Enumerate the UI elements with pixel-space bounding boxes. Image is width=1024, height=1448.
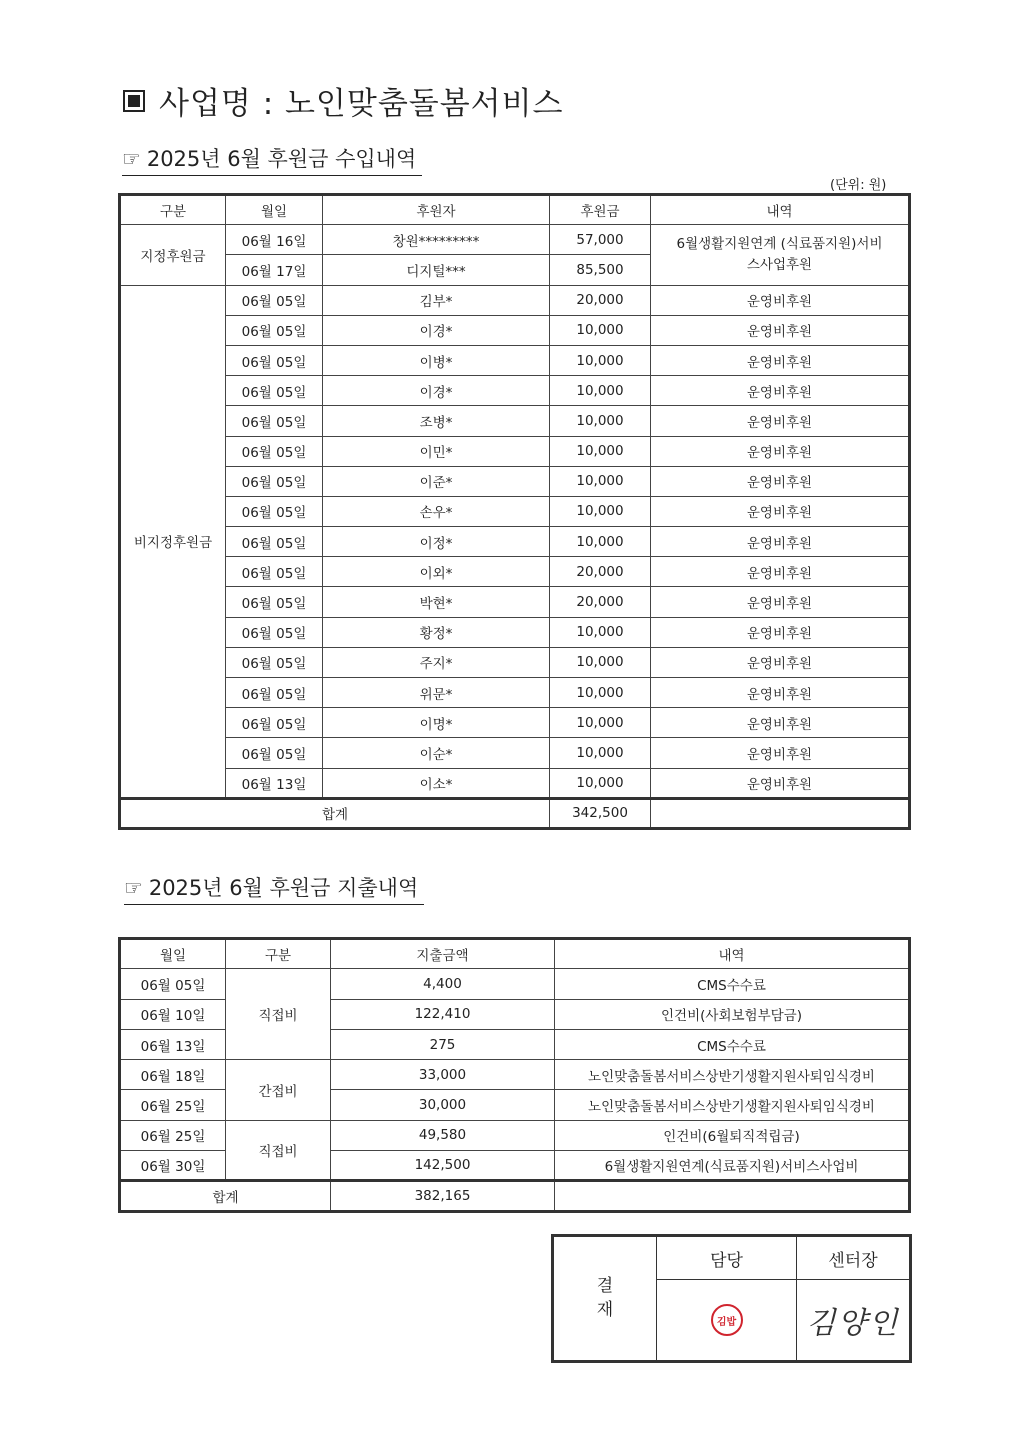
amount-cell: 10,000 [550,406,651,436]
date-cell: 06월 13일 [120,1029,226,1059]
date-cell: 06월 30일 [120,1151,226,1181]
table-row [120,466,910,496]
detail-cell: 운영비후원 [651,466,910,496]
amount-cell: 20,000 [550,587,651,617]
amount-cell: 57,000 [550,225,651,255]
seal-stamp-icon: 김밥 [711,1304,743,1336]
date-cell: 06월 05일 [226,587,323,617]
table-row [120,678,910,708]
total-amount: 342,500 [550,798,651,828]
donor-cell: 손우* [323,496,550,526]
date-cell: 06월 05일 [226,436,323,466]
table-row [120,315,910,345]
amount-cell: 10,000 [550,738,651,768]
donor-cell: 위문* [323,678,550,708]
column-header: 후원금 [550,195,651,225]
amount-cell: 33,000 [331,1060,555,1090]
amount-cell: 49,580 [331,1120,555,1150]
square-bullet-icon [123,90,145,112]
table-row [120,587,910,617]
table-row [120,738,910,768]
table-row [120,1060,910,1090]
income-table [118,193,911,830]
donor-cell: 이민* [323,436,550,466]
amount-cell: 10,000 [550,496,651,526]
detail-cell: 운영비후원 [651,527,910,557]
amount-cell: 10,000 [550,527,651,557]
donor-cell: 이정* [323,527,550,557]
detail-cell: 운영비후원 [651,315,910,345]
table-row [120,969,910,999]
date-cell: 06월 18일 [120,1060,226,1090]
director-header: 센터장 [797,1236,911,1280]
detail-cell: 인건비(사회보험부담금) [555,999,910,1029]
date-cell: 06월 05일 [226,678,323,708]
detail-cell: 운영비후원 [651,496,910,526]
detail-cell: 운영비후원 [651,617,910,647]
income-section-heading: ☞ 2025년 6월 후원금 수입내역 [122,143,422,176]
approval-box [551,1234,912,1363]
handwritten-signature: 김양인 [806,1306,900,1341]
date-cell: 06월 05일 [226,647,323,677]
amount-cell: 122,410 [331,999,555,1029]
date-cell: 06월 05일 [120,969,226,999]
donor-cell: 박현* [323,587,550,617]
date-cell: 06월 10일 [120,999,226,1029]
total-label: 합계 [120,1181,331,1211]
table-row [120,617,910,647]
donor-cell: 이외* [323,557,550,587]
donor-cell: 이순* [323,738,550,768]
donor-cell: 주지* [323,647,550,677]
total-amount: 382,165 [331,1181,555,1211]
date-cell: 06월 16일 [226,225,323,255]
table-row [120,527,910,557]
amount-cell: 142,500 [331,1151,555,1181]
amount-cell: 20,000 [550,285,651,315]
table-row [120,345,910,375]
amount-cell: 275 [331,1029,555,1059]
amount-cell: 4,400 [331,969,555,999]
amount-cell: 10,000 [550,678,651,708]
total-label: 합계 [120,798,550,828]
unit-label: (단위: 원) [830,178,887,193]
table-row [120,768,910,798]
donor-cell: 이준* [323,466,550,496]
amount-cell: 30,000 [331,1090,555,1120]
page-title [123,78,564,123]
column-header: 구분 [226,939,331,969]
amount-cell: 20,000 [550,557,651,587]
detail-cell: 운영비후원 [651,647,910,677]
date-cell: 06월 25일 [120,1090,226,1120]
header-row [120,195,910,225]
amount-cell: 85,500 [550,255,651,285]
table-row [120,557,910,587]
column-header: 구분 [120,195,226,225]
total-row [120,798,910,828]
table-row [120,647,910,677]
approval-label: 결 재 [553,1236,657,1362]
table-row [120,225,910,255]
donor-cell: 조병* [323,406,550,436]
date-cell: 06월 05일 [226,406,323,436]
table-row [120,285,910,315]
manager-header: 담당 [657,1236,797,1280]
category-cell: 비지정후원금 [120,285,226,798]
amount-cell: 10,000 [550,768,651,798]
donor-cell: 창원********* [323,225,550,255]
date-cell: 06월 05일 [226,315,323,345]
detail-cell: 운영비후원 [651,406,910,436]
pointing-hand-icon: ☞ [124,876,143,900]
date-cell: 06월 05일 [226,738,323,768]
donor-cell: 이소* [323,768,550,798]
detail-cell: 6월생활지원연계 (식료품지원)서비스사업후원 [651,225,910,285]
detail-cell: 운영비후원 [651,708,910,738]
date-cell: 06월 17일 [226,255,323,285]
table-row [120,376,910,406]
page-title-text: 사업명 : 노인맞춤돌봄서비스 [159,86,564,122]
expense-section-heading: ☞ 2025년 6월 후원금 지출내역 [124,872,424,905]
empty-cell [555,1181,910,1211]
empty-cell [651,798,910,828]
detail-cell: 운영비후원 [651,436,910,466]
column-header: 지출금액 [331,939,555,969]
donor-cell: 김부* [323,285,550,315]
donor-cell: 이명* [323,708,550,738]
detail-cell: 인건비(6월퇴직적립금) [555,1120,910,1150]
detail-cell: 노인맞춤돌봄서비스상반기생활지원사퇴임식경비 [555,1060,910,1090]
expense-table [118,937,911,1213]
donor-cell: 디지털*** [323,255,550,285]
table-row [120,436,910,466]
detail-cell: 운영비후원 [651,345,910,375]
director-signature-cell [797,1280,911,1362]
manager-stamp-cell [657,1280,797,1362]
donor-cell: 이경* [323,315,550,345]
column-header: 월일 [120,939,226,969]
pointing-hand-icon: ☞ [122,147,141,171]
date-cell: 06월 05일 [226,557,323,587]
detail-cell: CMS수수료 [555,1029,910,1059]
date-cell: 06월 05일 [226,285,323,315]
column-header: 후원자 [323,195,550,225]
table-row [120,1120,910,1150]
column-header: 내역 [651,195,910,225]
column-header: 월일 [226,195,323,225]
amount-cell: 10,000 [550,466,651,496]
amount-cell: 10,000 [550,708,651,738]
amount-cell: 10,000 [550,315,651,345]
amount-cell: 10,000 [550,647,651,677]
date-cell: 06월 25일 [120,1120,226,1150]
table-row [120,496,910,526]
donor-cell: 황정* [323,617,550,647]
amount-cell: 10,000 [550,345,651,375]
detail-cell: 운영비후원 [651,738,910,768]
detail-cell: 6월생활지원연계(식료품지원)서비스사업비 [555,1151,910,1181]
detail-cell: 운영비후원 [651,587,910,617]
category-cell: 직접비 [226,1120,331,1181]
detail-cell: CMS수수료 [555,969,910,999]
total-row [120,1181,910,1211]
date-cell: 06월 05일 [226,466,323,496]
detail-cell: 운영비후원 [651,285,910,315]
date-cell: 06월 13일 [226,768,323,798]
detail-cell: 노인맞춤돌봄서비스상반기생활지원사퇴임식경비 [555,1090,910,1120]
detail-cell: 운영비후원 [651,376,910,406]
date-cell: 06월 05일 [226,617,323,647]
date-cell: 06월 05일 [226,708,323,738]
category-cell: 직접비 [226,969,331,1060]
date-cell: 06월 05일 [226,496,323,526]
table-row [120,406,910,436]
column-header: 내역 [555,939,910,969]
table-row [120,708,910,738]
category-cell: 지정후원금 [120,225,226,285]
detail-cell: 운영비후원 [651,678,910,708]
amount-cell: 10,000 [550,376,651,406]
date-cell: 06월 05일 [226,527,323,557]
amount-cell: 10,000 [550,617,651,647]
header-row [120,939,910,969]
amount-cell: 10,000 [550,436,651,466]
detail-cell: 운영비후원 [651,768,910,798]
detail-cell: 운영비후원 [651,557,910,587]
category-cell: 간접비 [226,1060,331,1121]
date-cell: 06월 05일 [226,376,323,406]
date-cell: 06월 05일 [226,345,323,375]
donor-cell: 이병* [323,345,550,375]
donor-cell: 이경* [323,376,550,406]
